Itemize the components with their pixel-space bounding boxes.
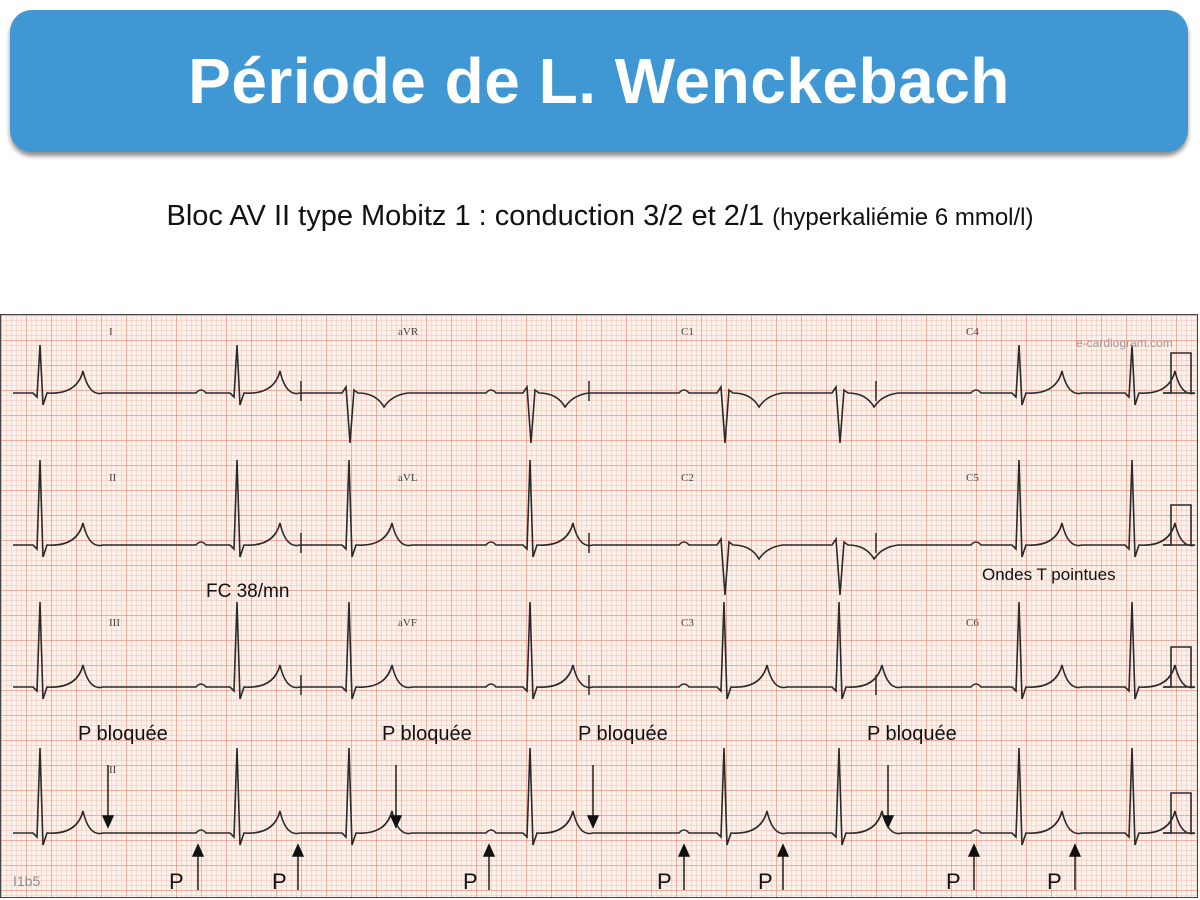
ecg-strip bbox=[0, 314, 1198, 898]
lead-label: C3 bbox=[681, 617, 694, 629]
p-label: P bbox=[272, 869, 287, 894]
calibration-pulses bbox=[1163, 353, 1191, 833]
p-arrow bbox=[778, 845, 788, 890]
blocked-p-labels bbox=[78, 723, 957, 745]
lead-label: aVL bbox=[398, 472, 418, 484]
p-arrow bbox=[293, 845, 303, 890]
lead-label: III bbox=[109, 617, 120, 629]
ecg-lead-trace bbox=[13, 748, 1195, 845]
ecg-svg bbox=[1, 315, 1198, 898]
p-arrow bbox=[969, 845, 979, 890]
subtitle bbox=[0, 200, 1200, 233]
lead-label: II bbox=[109, 764, 117, 776]
calibration-pulse bbox=[1163, 505, 1191, 545]
page-title: Période de L. Wenckebach bbox=[188, 45, 1010, 117]
p-label: P bbox=[657, 869, 672, 894]
p-arrow bbox=[193, 845, 203, 890]
lead-label: C1 bbox=[681, 326, 694, 338]
p-label: P bbox=[946, 869, 961, 894]
p-arrow bbox=[484, 845, 494, 890]
lead-label: aVF bbox=[398, 617, 417, 629]
p-label: P bbox=[758, 869, 773, 894]
title-banner bbox=[10, 10, 1188, 152]
watermark: e-cardiogram.com bbox=[1076, 336, 1173, 350]
lead-label: C2 bbox=[681, 472, 694, 484]
p-arrow bbox=[1070, 845, 1080, 890]
lead-label: C4 bbox=[966, 326, 979, 338]
p-labels bbox=[169, 869, 1062, 894]
calibration-pulse bbox=[1163, 353, 1191, 393]
blocked-p-arrow bbox=[883, 765, 893, 827]
p-label: P bbox=[463, 869, 478, 894]
lead-label: II bbox=[109, 472, 117, 484]
image-code: I1b5 bbox=[13, 873, 41, 889]
lead-label: aVR bbox=[398, 326, 419, 338]
lead-label: C6 bbox=[966, 617, 979, 629]
ecg-lead-trace bbox=[13, 345, 1195, 443]
blocked-p-label: P bloquée bbox=[578, 723, 668, 745]
lead-separators bbox=[301, 381, 876, 695]
lead-label: C5 bbox=[966, 472, 979, 484]
blocked-p-label: P bloquée bbox=[78, 723, 168, 745]
down-arrows bbox=[103, 765, 893, 827]
t-waves-label: Ondes T pointues bbox=[982, 565, 1116, 584]
calibration-pulse bbox=[1163, 793, 1191, 833]
blocked-p-arrow bbox=[588, 765, 598, 827]
ecg-lead-trace bbox=[13, 602, 1195, 699]
heart-rate-label: FC 38/mn bbox=[206, 581, 290, 602]
blocked-p-label: P bloquée bbox=[867, 723, 957, 745]
subtitle-note: (hyperkaliémie 6 mmol/l) bbox=[772, 204, 1034, 231]
blocked-p-arrow bbox=[391, 765, 401, 827]
p-arrow bbox=[679, 845, 689, 890]
ecg-traces bbox=[13, 345, 1195, 845]
blocked-p-label: P bloquée bbox=[382, 723, 472, 745]
lead-label: I bbox=[109, 326, 113, 338]
p-label: P bbox=[1047, 869, 1062, 894]
subtitle-main: Bloc AV II type Mobitz 1 : conduction 3/2 et 2/1 bbox=[166, 200, 765, 232]
calibration-pulse bbox=[1163, 647, 1191, 687]
p-label: P bbox=[169, 869, 184, 894]
